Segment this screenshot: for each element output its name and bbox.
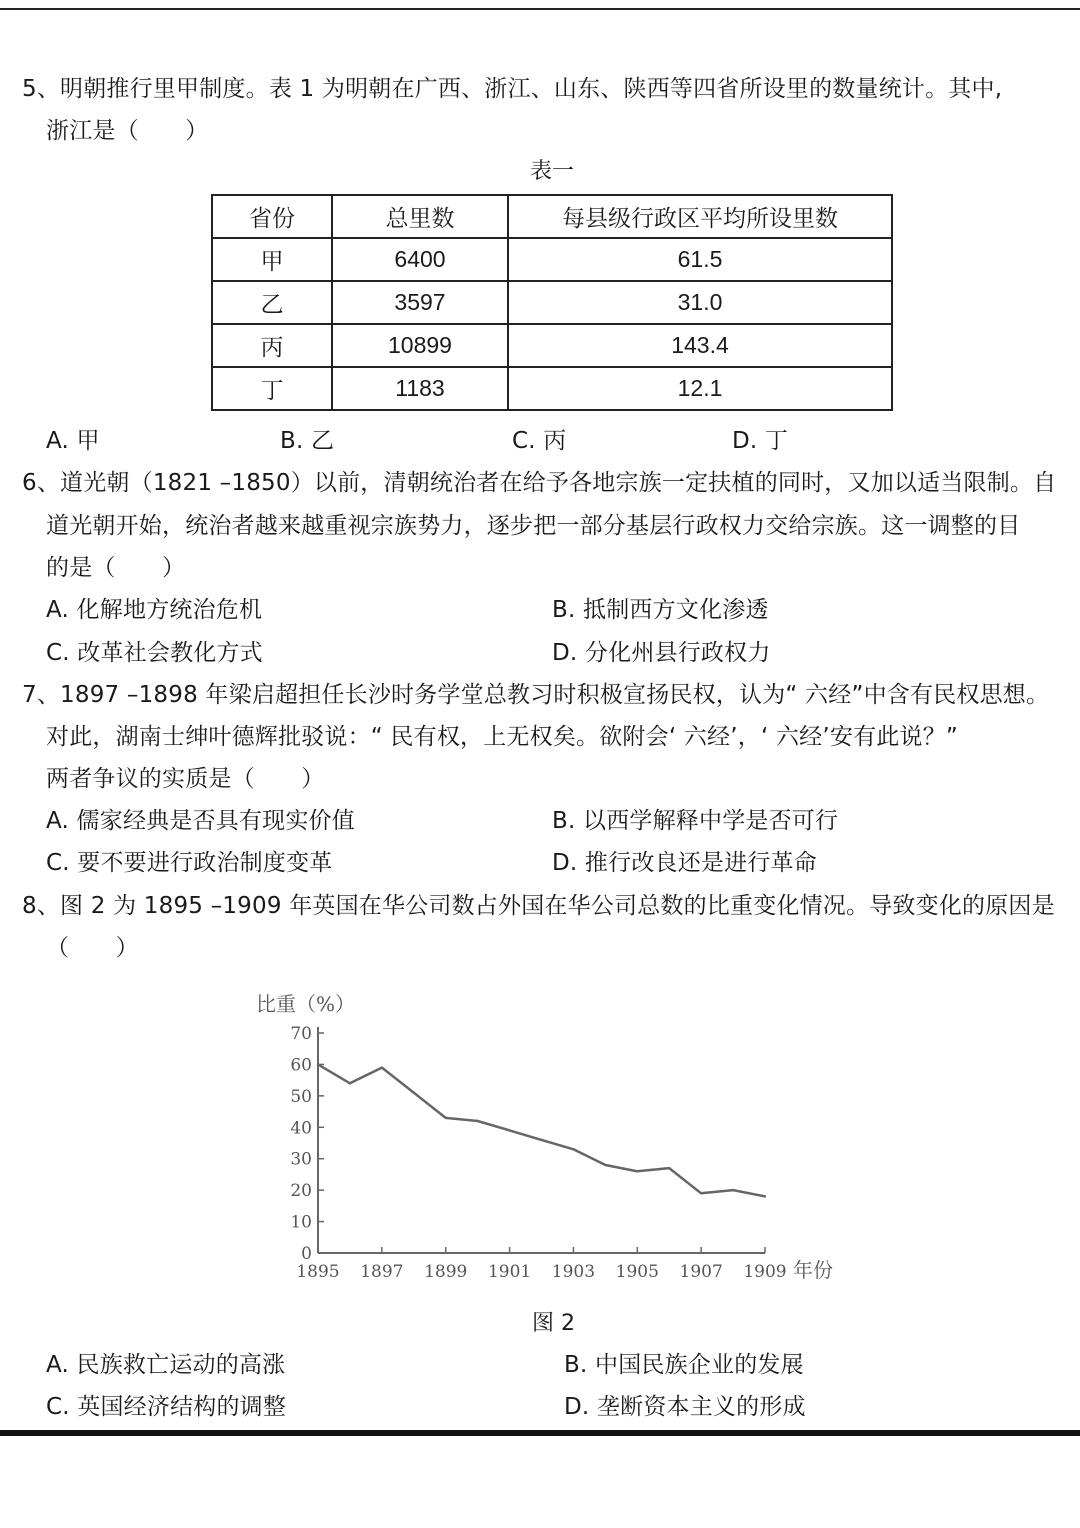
x-tick-label: 1901 bbox=[487, 1262, 532, 1282]
q5-option-d[interactable]: D. 丁 bbox=[732, 428, 789, 454]
data-point bbox=[508, 1129, 510, 1131]
y-tick-label: 40 bbox=[290, 1118, 312, 1139]
table-cell: 61.5 bbox=[508, 238, 892, 281]
table-cell: 1183 bbox=[332, 367, 508, 410]
british-company-share-chart bbox=[240, 985, 860, 1295]
table-cell: 143.4 bbox=[508, 324, 892, 367]
x-tick-label: 1903 bbox=[551, 1262, 596, 1282]
q6-option-b[interactable]: B. 抵制西方文化渗透 bbox=[552, 597, 769, 623]
x-tick-label: 1909 bbox=[743, 1262, 787, 1282]
table-cell: 甲 bbox=[212, 238, 332, 281]
q5-option-a[interactable]: A. 甲 bbox=[46, 428, 100, 454]
data-point bbox=[572, 1148, 574, 1150]
table-cell: 31.0 bbox=[508, 281, 892, 324]
table-row bbox=[212, 324, 892, 367]
q6-option-c[interactable]: C. 改革社会教化方式 bbox=[46, 640, 263, 666]
table-cell: 10899 bbox=[332, 324, 508, 367]
data-point bbox=[732, 1189, 734, 1191]
y-tick-label: 70 bbox=[290, 1024, 312, 1044]
table-cell: 丙 bbox=[212, 324, 332, 367]
q8-stem-line2: （ ） bbox=[46, 935, 139, 961]
table-row bbox=[212, 238, 892, 281]
q5-option-b[interactable]: B. 乙 bbox=[280, 428, 335, 454]
q7-stem-line3: 两者争议的实质是（ ） bbox=[46, 766, 325, 792]
data-points bbox=[317, 1063, 766, 1197]
table-header-cell: 总里数 bbox=[332, 195, 508, 238]
q6-stem-line3: 的是（ ） bbox=[46, 555, 186, 581]
table-header-row bbox=[212, 195, 892, 238]
x-tick-label: 1895 bbox=[296, 1262, 340, 1282]
data-point bbox=[604, 1164, 606, 1166]
x-tick-label: 1899 bbox=[424, 1262, 468, 1282]
q7-option-d[interactable]: D. 推行改良还是进行革命 bbox=[552, 850, 817, 876]
data-point bbox=[668, 1167, 670, 1169]
q7-option-c[interactable]: C. 要不要进行政治制度变革 bbox=[46, 850, 333, 876]
province-table bbox=[211, 194, 893, 411]
y-tick-label: 20 bbox=[290, 1181, 312, 1202]
data-point bbox=[764, 1195, 766, 1197]
bottom-rule bbox=[0, 1430, 1080, 1436]
data-point bbox=[349, 1082, 351, 1084]
table-row bbox=[212, 281, 892, 324]
data-point bbox=[476, 1120, 478, 1122]
q8-stem-line1: 8、图 2 为 1895 –1909 年英国在华公司数占外国在华公司总数的比重变化情况。导致变化的原因是 bbox=[22, 893, 1055, 919]
data-point bbox=[445, 1117, 447, 1119]
data-point bbox=[381, 1066, 383, 1068]
q8-option-d[interactable]: D. 垄断资本主义的形成 bbox=[564, 1394, 806, 1420]
q7-option-a[interactable]: A. 儒家经典是否具有现实价值 bbox=[46, 808, 355, 834]
table-row bbox=[212, 367, 892, 410]
figure-caption: 图 2 bbox=[532, 1311, 575, 1336]
data-point bbox=[540, 1139, 542, 1141]
y-tick-label: 0 bbox=[301, 1244, 312, 1264]
table-header-cell: 省份 bbox=[212, 195, 332, 238]
y-tick-label: 10 bbox=[290, 1212, 312, 1233]
q5-option-c[interactable]: C. 丙 bbox=[512, 428, 567, 454]
x-tick-label: 1905 bbox=[615, 1262, 659, 1282]
q6-option-a[interactable]: A. 化解地方统治危机 bbox=[46, 597, 263, 623]
q8-option-c[interactable]: C. 英国经济结构的调整 bbox=[46, 1394, 287, 1420]
y-tick-label: 30 bbox=[290, 1149, 312, 1170]
y-tick-label: 50 bbox=[290, 1086, 312, 1107]
table-cell: 丁 bbox=[212, 367, 332, 410]
q7-stem-line2: 对此，湖南士绅叶德辉批驳说：“ 民有权，上无权矣。欲附会‘ 六经’，‘ 六经’安有此说？” bbox=[46, 724, 959, 750]
top-rule bbox=[0, 8, 1080, 10]
table-header-cell: 每县级行政区平均所设里数 bbox=[508, 195, 892, 238]
q5-stem-line1: 5、明朝推行里甲制度。表 1 为明朝在广西、浙江、山东、陕西等四省所设里的数量统计。其中, bbox=[22, 76, 1003, 102]
y-tick-label: 60 bbox=[290, 1055, 312, 1076]
q6-stem-line1: 6、道光朝（1821 –1850）以前，清朝统治者在给予各地宗族一定扶植的同时，又加以适当限制。自 bbox=[22, 470, 1057, 496]
table-cell: 6400 bbox=[332, 238, 508, 281]
q8-option-a[interactable]: A. 民族救亡运动的高涨 bbox=[46, 1352, 286, 1378]
table-caption: 表一 bbox=[530, 159, 575, 184]
table-cell: 12.1 bbox=[508, 367, 892, 410]
table-cell: 3597 bbox=[332, 281, 508, 324]
q8-option-b[interactable]: B. 中国民族企业的发展 bbox=[564, 1352, 804, 1378]
table-cell: 乙 bbox=[212, 281, 332, 324]
series-line bbox=[318, 1064, 765, 1196]
data-point bbox=[317, 1063, 319, 1065]
y-axis-label: 比重（%） bbox=[256, 992, 356, 1016]
x-tick-label: 1897 bbox=[360, 1262, 404, 1282]
q7-option-b[interactable]: B. 以西学解释中学是否可行 bbox=[552, 808, 839, 834]
q6-stem-line2: 道光朝开始，统治者越来越重视宗族势力，逐步把一部分基层行政权力交给宗族。这一调整的目 bbox=[46, 513, 1021, 539]
data-point bbox=[700, 1192, 702, 1194]
data-point bbox=[636, 1170, 638, 1172]
x-tick-label: 1907 bbox=[679, 1262, 723, 1282]
x-axis-label: 年份 bbox=[793, 1258, 833, 1282]
q6-option-d[interactable]: D. 分化州县行政权力 bbox=[552, 640, 771, 666]
data-point bbox=[413, 1092, 415, 1094]
q5-stem-line2: 浙江是（ ） bbox=[46, 118, 209, 144]
q7-stem-line1: 7、1897 –1898 年梁启超担任长沙时务学堂总教习时积极宣扬民权，认为“ 六经”中含有民权思想。 bbox=[22, 682, 1050, 708]
